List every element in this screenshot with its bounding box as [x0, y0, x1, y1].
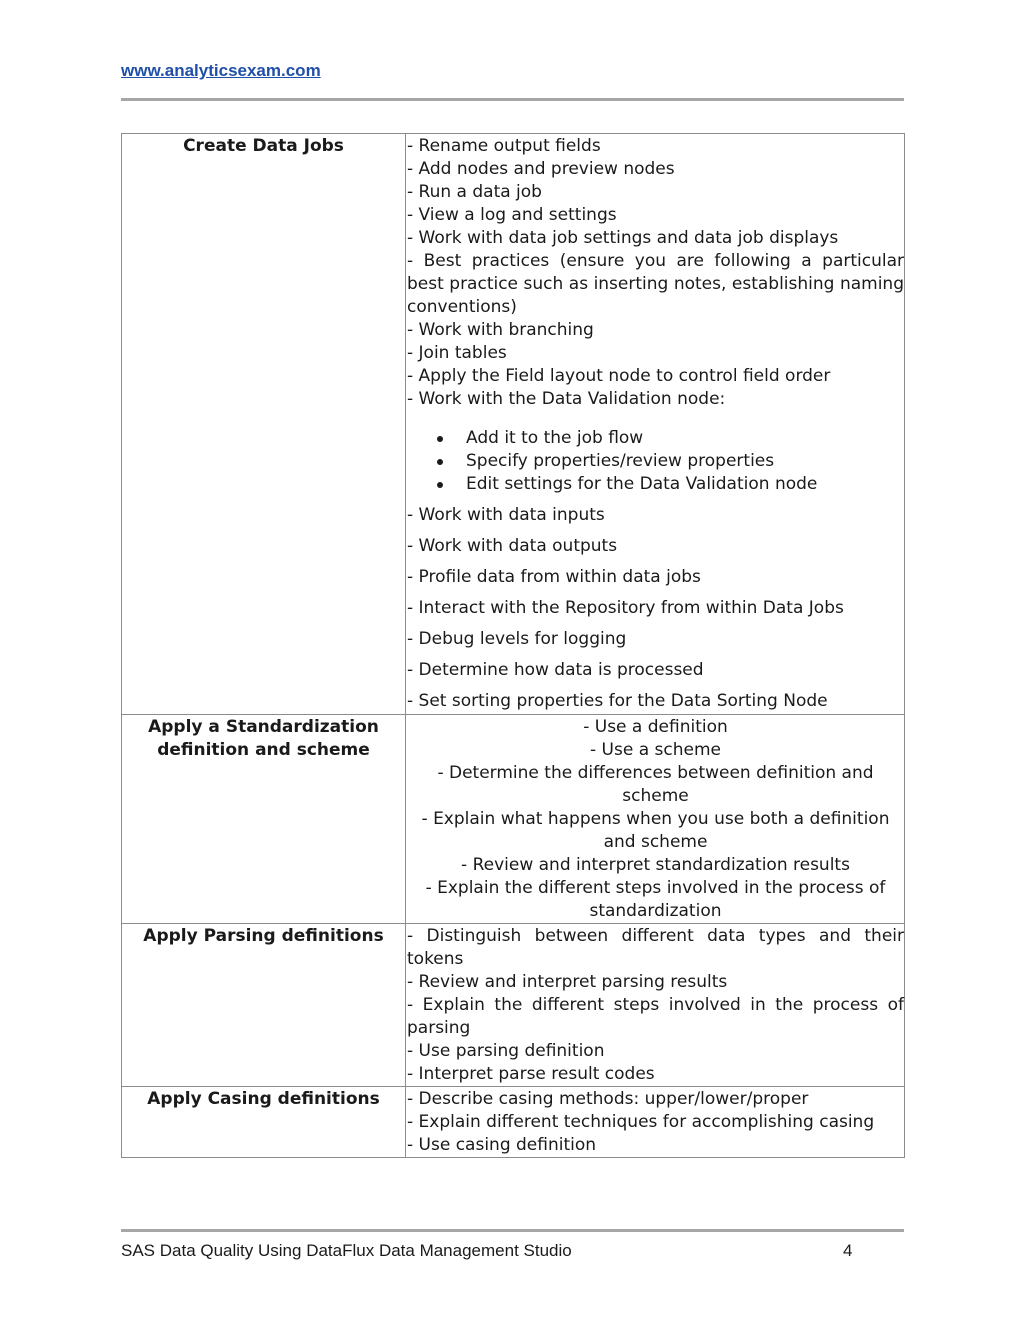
table-row: [122, 924, 905, 1087]
list-item: - Work with data outputs: [407, 536, 618, 556]
header-link[interactable]: www.analyticsexam.com: [121, 61, 321, 80]
list-item: - Interact with the Repository from within Data Jobs: [407, 598, 844, 618]
detail-cell: [406, 924, 905, 1087]
list-item: - Use casing definition: [407, 1135, 597, 1155]
list-item: - Distinguish between different data types and their tokens: [407, 926, 904, 969]
topic-cell: Apply a Standardization definition and scheme: [122, 715, 406, 924]
topic-cell: Apply Casing definitions: [122, 1087, 406, 1158]
list-item: - Work with data job settings and data job displays: [407, 228, 839, 248]
bullet-icon: [437, 436, 443, 442]
bullet-item: Specify properties/review properties: [407, 450, 904, 473]
list-item: - Work with data inputs: [407, 505, 605, 525]
bullet-icon: [437, 459, 443, 465]
list-item: - Review and interpret standardization results: [461, 855, 850, 875]
table-row: [122, 715, 905, 924]
list-item: - View a log and settings: [407, 205, 617, 225]
list-item: - Review and interpret parsing results: [407, 972, 728, 992]
validation-bullets: [407, 427, 904, 496]
list-item: - Explain different techniques for accomplishing casing: [407, 1112, 875, 1132]
topics-table: [121, 133, 905, 1158]
list-item: - Use a definition: [583, 717, 728, 737]
list-item: - Apply the Field layout node to control field order: [407, 366, 831, 386]
list-item: - Work with the Data Validation node:: [407, 389, 726, 409]
list-item: - Work with branching: [407, 320, 594, 340]
footer-rule: [121, 1229, 904, 1232]
table-row: [122, 134, 905, 715]
list-item: - Explain the different steps involved in the process of standardization: [425, 878, 886, 921]
list-item: - Add nodes and preview nodes: [407, 159, 675, 179]
list-item: - Use a scheme: [590, 740, 721, 760]
list-item: - Use parsing definition: [407, 1041, 605, 1061]
list-item: - Interpret parse result codes: [407, 1064, 655, 1084]
topic-cell: Apply Parsing definitions: [122, 924, 406, 1087]
table-row: [122, 1087, 905, 1158]
detail-cell: [406, 1087, 905, 1158]
list-item: - Rename output fields: [407, 136, 601, 156]
list-item: - Determine the differences between definition and scheme: [437, 763, 874, 806]
list-item: - Run a data job: [407, 182, 542, 202]
detail-cell: [406, 715, 905, 924]
header-rule: [121, 98, 904, 101]
bullet-icon: [437, 482, 443, 488]
list-item: - Profile data from within data jobs: [407, 567, 701, 587]
list-item: - Describe casing methods: upper/lower/proper: [407, 1089, 809, 1109]
footer-title: SAS Data Quality Using DataFlux Data Management Studio: [121, 1241, 572, 1260]
list-item: - Debug levels for logging: [407, 629, 627, 649]
bullet-item: Edit settings for the Data Validation node: [407, 473, 904, 496]
list-item: - Determine how data is processed: [407, 660, 704, 680]
list-item: - Set sorting properties for the Data Sorting Node: [407, 691, 828, 711]
detail-cell: [406, 134, 905, 715]
bullet-item: Add it to the job flow: [407, 427, 904, 450]
topic-cell: Create Data Jobs: [122, 134, 406, 715]
list-item: - Join tables: [407, 343, 507, 363]
page-number: 4: [843, 1241, 853, 1260]
list-item: - Explain the different steps involved in the process of parsing: [407, 995, 904, 1038]
list-item: - Explain what happens when you use both a definition and scheme: [421, 809, 890, 852]
list-item: - Best practices (ensure you are following a particular best practice such as inserting notes, establishing naming conventions): [407, 251, 904, 317]
